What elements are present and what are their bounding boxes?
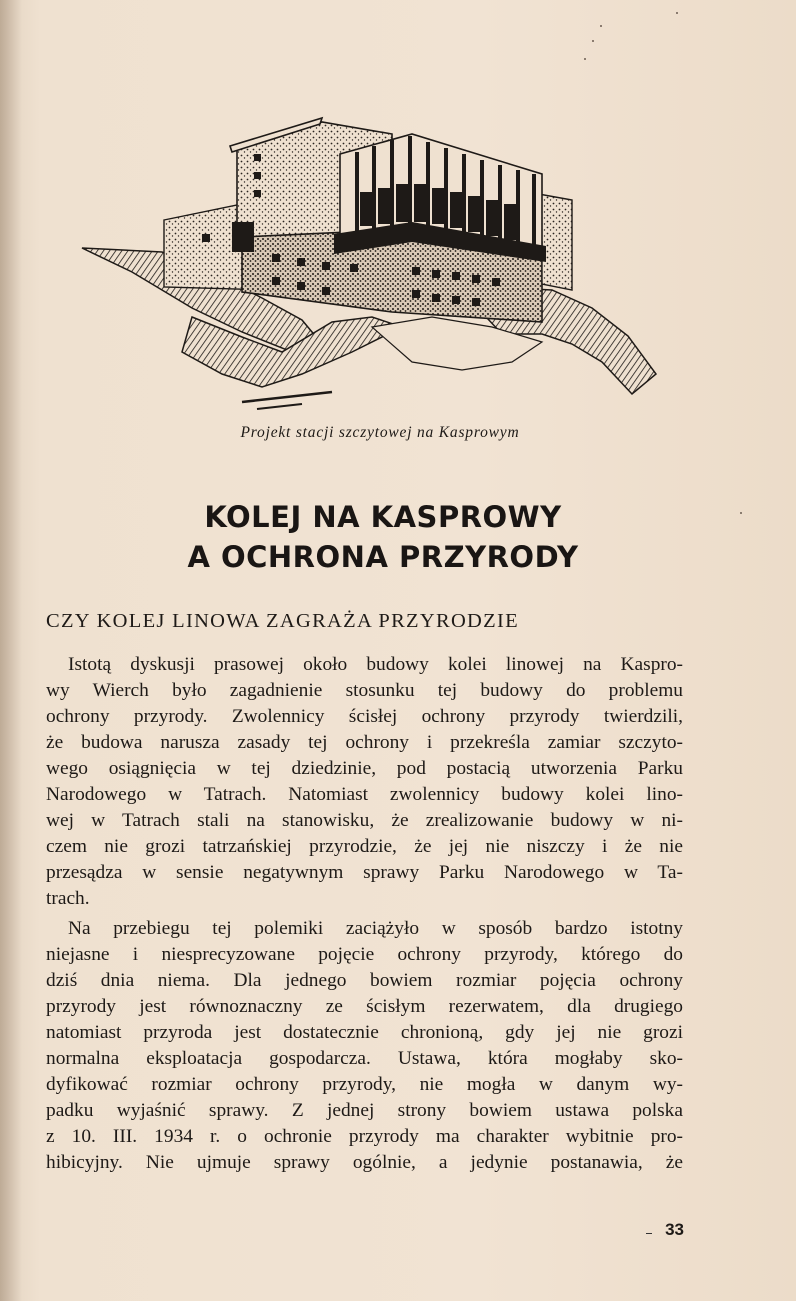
text-line: ochrony przyrody. Zwolennicy ścisłej ochrony przyrody twierdzili, [46,706,683,727]
text-line: przyrody jest równoznaczny ze ścisłym rezerwatem, dla drugiego [46,996,683,1017]
text-line: niejasne i niesprecyzowane pojęcie ochrony przyrody, którego do [46,944,683,965]
text-line: dyfikować rozmiar ochrony przyrody, nie mogła w danym wy- [46,1074,683,1095]
text-line: hibicyjny. Nie ujmuje sprawy ogólnie, a jedynie postanawia, że [46,1152,683,1173]
text-line: Istotą dyskusji prasowej około budowy kolei linowej na Kaspro- [68,654,683,675]
text-line: wej w Tatrach stali na stanowisku, że zrealizowanie budowy w ni- [46,810,683,831]
text-line: natomiast przyroda jest dostatecznie chronioną, gdy jej nie grozi [46,1022,683,1043]
text-line: padku wyjaśnić sprawy. Z jednej strony bowiem ustawa polska [46,1100,683,1121]
text-line: Narodowego w Tatrach. Natomiast zwolennicy budowy kolei lino- [46,784,683,805]
mountain-station-illustration [72,112,662,412]
text-line: wy Wierch było zagadnienie stosunku tej budowy do problemu [46,680,683,701]
text-line: czem nie grozi tatrzańskiej przyrodzie, że jej nie niszczy i że nie [46,836,683,857]
section-heading: CZY KOLEJ LINOWA ZAGRAŻA PRZYRODZIE [46,610,519,632]
text-line: Na przebiegu tej polemiki zaciążyło w sposób bardzo istotny [68,918,683,939]
text-line: wego osiągnięcia w tej dziedzinie, pod postacią utworzenia Parku [46,758,683,779]
text-line: normalna eksploatacja gospodarcza. Ustawa, która mogłaby sko- [46,1048,683,1069]
text-line: trach. [46,888,90,909]
page-number: 33 [665,1220,684,1239]
spine-shadow [0,0,22,1301]
text-line: dziś dnia niema. Dla jednego bowiem rozmiar pojęcia ochrony [46,970,683,991]
text-line: że budowa narusza zasady tej ochrony i przekreśla zamiar szczyto- [46,732,683,753]
article-title-line-1: KOLEJ NA KASPROWY [204,500,562,534]
text-line: przesądza w sensie negatywnym sprawy Parku Narodowego w Ta- [46,862,683,883]
text-line: z 10. III. 1934 r. o ochronie przyrody ma charakter wybitnie pro- [46,1126,683,1147]
article-title-line-2: A OCHRONA PRZYRODY [187,540,579,574]
illustration-caption: Projekt stacji szczytowej na Kasprowym [240,424,520,441]
